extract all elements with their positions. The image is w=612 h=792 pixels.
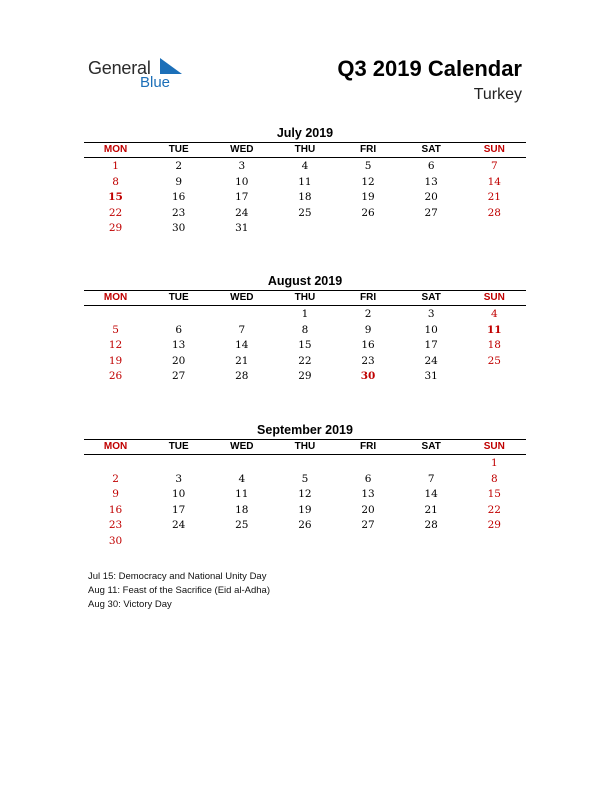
day-cell: 15 xyxy=(108,191,123,203)
day-cell: 8 xyxy=(112,175,119,188)
day-cell: 8 xyxy=(490,472,498,485)
day-cell: 19 xyxy=(298,503,312,516)
day-cell: 19 xyxy=(108,354,123,367)
weekday-label: SUN xyxy=(483,144,505,155)
day-cell: 17 xyxy=(235,191,249,203)
day-cell: 11 xyxy=(235,488,249,500)
day-cell: 15 xyxy=(487,488,501,500)
day-cell: 29 xyxy=(487,519,501,531)
day-cell: 20 xyxy=(361,503,375,516)
day-cell: 31 xyxy=(235,222,249,234)
day-cell: 21 xyxy=(235,354,249,367)
weekday-label: TUE xyxy=(168,292,189,303)
day-cell: 16 xyxy=(172,191,186,203)
day-cell: 10 xyxy=(172,488,186,500)
day-cell: 14 xyxy=(487,175,501,188)
day-cell: 14 xyxy=(424,488,438,500)
month-september xyxy=(84,421,526,549)
logo xyxy=(88,56,198,96)
week-row xyxy=(84,221,526,237)
week-row xyxy=(84,487,526,503)
weekday-label: THU xyxy=(294,144,316,155)
day-cell: 29 xyxy=(108,222,123,234)
month-july xyxy=(84,124,526,237)
day-cell: 25 xyxy=(487,354,501,367)
week-row xyxy=(84,354,526,370)
day-cell: 13 xyxy=(424,175,438,188)
holiday-notes xyxy=(88,570,270,612)
page-title: Q3 2019 Calendar xyxy=(337,56,522,81)
weekday-label: SUN xyxy=(483,441,505,452)
day-cell: 5 xyxy=(301,472,309,485)
day-cell: 28 xyxy=(235,370,249,382)
day-cell: 18 xyxy=(298,191,312,203)
day-cell: 28 xyxy=(487,206,501,219)
day-cell: 24 xyxy=(424,354,438,367)
week-row xyxy=(84,206,526,222)
empty-day-cell xyxy=(337,456,400,472)
day-cell: 12 xyxy=(361,175,375,188)
day-cell: 15 xyxy=(298,339,312,351)
week-row xyxy=(84,338,526,354)
empty-day-cell xyxy=(147,456,210,472)
day-cell: 2 xyxy=(112,472,119,485)
empty-day-cell xyxy=(84,307,147,323)
weekday-label: SAT xyxy=(421,292,441,303)
day-cell: 10 xyxy=(424,323,438,336)
empty-day-cell xyxy=(337,221,400,237)
weekday-label: WED xyxy=(230,292,254,303)
logo-text-general: General xyxy=(88,58,151,78)
weekday-label: SUN xyxy=(483,292,505,303)
day-cell: 26 xyxy=(108,370,123,382)
empty-day-cell xyxy=(147,534,210,550)
day-cell: 2 xyxy=(364,308,372,320)
day-cell: 21 xyxy=(487,191,501,203)
weekday-label: WED xyxy=(230,144,254,155)
day-cell: 31 xyxy=(424,370,438,382)
day-cell: 1 xyxy=(112,160,119,172)
day-cell: 4 xyxy=(238,472,246,485)
day-cell: 23 xyxy=(172,206,186,219)
day-cell: 23 xyxy=(361,354,375,367)
day-cell: 10 xyxy=(235,175,249,188)
day-cell: 4 xyxy=(490,308,498,320)
day-cell: 16 xyxy=(108,503,123,516)
empty-day-cell xyxy=(210,456,273,472)
weekday-label: FRI xyxy=(360,441,377,452)
day-cell: 30 xyxy=(360,370,376,382)
weekday-label: SAT xyxy=(421,441,441,452)
day-cell: 13 xyxy=(172,339,186,351)
month-name: July 2019 xyxy=(276,126,334,140)
day-cell: 3 xyxy=(175,472,183,485)
day-cell: 18 xyxy=(235,503,249,516)
day-cell: 16 xyxy=(361,339,375,351)
day-cell: 26 xyxy=(361,206,375,219)
day-cell: 11 xyxy=(298,175,312,188)
month-name: August 2019 xyxy=(267,274,343,288)
day-cell: 30 xyxy=(108,534,123,547)
empty-day-cell xyxy=(273,534,336,550)
weekday-label: TUE xyxy=(168,441,189,452)
day-cell: 3 xyxy=(427,308,435,320)
day-cell: 25 xyxy=(298,206,312,219)
weekday-label: TUE xyxy=(168,144,189,155)
empty-day-cell xyxy=(210,307,273,323)
weekday-header xyxy=(84,142,526,158)
week-row xyxy=(84,369,526,385)
day-cell: 27 xyxy=(361,519,375,531)
holiday-note: Jul 15: Democracy and National Unity Day xyxy=(88,571,267,582)
weekday-label: FRI xyxy=(360,144,377,155)
day-cell: 6 xyxy=(175,323,183,336)
empty-day-cell xyxy=(463,534,526,550)
day-cell: 22 xyxy=(108,206,123,219)
day-cell: 24 xyxy=(235,206,249,219)
week-row xyxy=(84,323,526,339)
week-row xyxy=(84,175,526,191)
day-cell: 26 xyxy=(298,519,312,531)
country-name: Turkey xyxy=(473,86,522,103)
day-cell: 7 xyxy=(490,160,498,172)
day-cell: 13 xyxy=(361,488,375,500)
day-cell: 2 xyxy=(175,160,183,172)
empty-day-cell xyxy=(400,534,463,550)
day-cell: 20 xyxy=(424,191,438,203)
week-row xyxy=(84,518,526,534)
weekday-label: MON xyxy=(103,292,128,303)
week-row xyxy=(84,534,526,550)
weekday-label: FRI xyxy=(360,292,377,303)
day-cell: 7 xyxy=(427,472,435,485)
day-cell: 24 xyxy=(172,519,186,531)
weekday-label: THU xyxy=(294,292,316,303)
month-name: September 2019 xyxy=(257,423,353,437)
empty-day-cell xyxy=(147,307,210,323)
day-cell: 17 xyxy=(172,503,186,516)
day-cell: 19 xyxy=(361,191,375,203)
day-cell: 6 xyxy=(427,160,435,172)
day-cell: 9 xyxy=(364,323,372,336)
month-august xyxy=(84,272,526,385)
empty-day-cell xyxy=(210,534,273,550)
week-row xyxy=(84,472,526,488)
weekday-label: SAT xyxy=(421,144,441,155)
day-cell: 9 xyxy=(175,175,183,188)
weekday-label: WED xyxy=(230,441,254,452)
empty-day-cell xyxy=(400,221,463,237)
empty-day-cell xyxy=(463,221,526,237)
week-row xyxy=(84,503,526,519)
day-cell: 27 xyxy=(172,370,186,382)
logo-text-blue: Blue xyxy=(140,74,171,91)
day-cell: 23 xyxy=(108,519,123,531)
day-cell: 12 xyxy=(298,488,312,500)
empty-day-cell xyxy=(337,534,400,550)
day-cell: 4 xyxy=(301,160,309,172)
day-cell: 22 xyxy=(487,503,501,516)
day-cell: 27 xyxy=(424,206,438,219)
week-row xyxy=(84,159,526,175)
empty-day-cell xyxy=(273,456,336,472)
day-cell: 5 xyxy=(112,323,119,336)
day-cell: 22 xyxy=(298,354,312,367)
logo-flag-icon xyxy=(160,58,182,74)
day-cell: 28 xyxy=(424,519,438,531)
day-cell: 7 xyxy=(238,323,246,336)
day-cell: 9 xyxy=(112,488,119,500)
day-cell: 17 xyxy=(424,339,438,351)
empty-day-cell xyxy=(463,369,526,385)
weekday-label: MON xyxy=(103,441,128,452)
day-cell: 8 xyxy=(301,323,309,336)
weekday-header xyxy=(84,439,526,455)
week-row xyxy=(84,456,526,472)
empty-day-cell xyxy=(400,456,463,472)
day-cell: 3 xyxy=(238,160,246,172)
weekday-header xyxy=(84,290,526,306)
week-row xyxy=(84,190,526,206)
day-cell: 12 xyxy=(108,339,123,351)
day-cell: 6 xyxy=(364,472,372,485)
empty-day-cell xyxy=(84,456,147,472)
day-cell: 29 xyxy=(298,370,312,382)
day-cell: 14 xyxy=(235,339,249,351)
week-row xyxy=(84,307,526,323)
day-cell: 20 xyxy=(172,354,186,367)
holiday-note: Aug 30: Victory Day xyxy=(88,599,172,610)
day-cell: 21 xyxy=(424,503,438,516)
day-cell: 1 xyxy=(490,457,498,469)
empty-day-cell xyxy=(273,221,336,237)
holiday-note: Aug 11: Feast of the Sacrifice (Eid al-Adha) xyxy=(88,585,270,596)
day-cell: 18 xyxy=(487,339,501,351)
weekday-label: MON xyxy=(103,144,128,155)
day-cell: 25 xyxy=(235,519,249,531)
day-cell: 1 xyxy=(301,308,309,320)
day-cell: 30 xyxy=(172,222,186,234)
day-cell: 5 xyxy=(364,160,372,172)
day-cell: 11 xyxy=(487,323,502,336)
weekday-label: THU xyxy=(294,441,316,452)
